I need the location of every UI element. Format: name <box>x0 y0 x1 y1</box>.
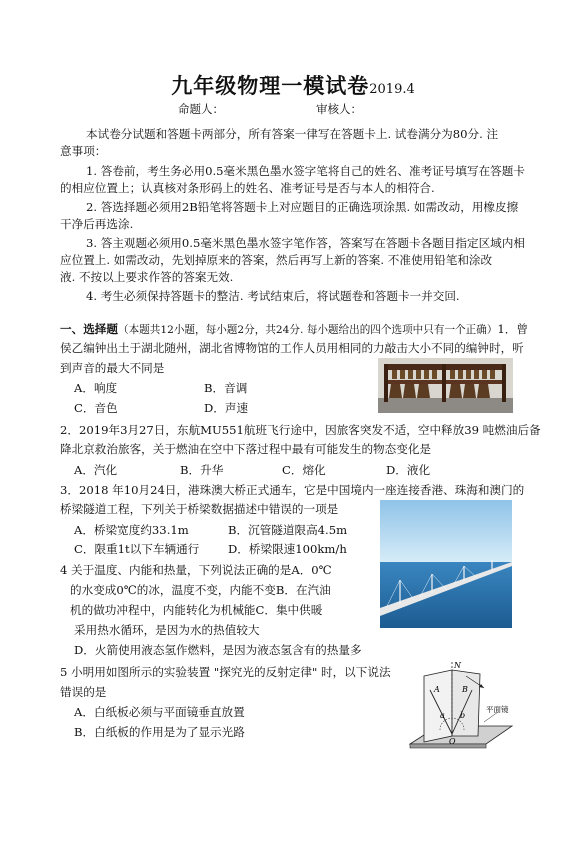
note-2-line-1: 2. 答选择题必须用2B铅笔将答题卡上对应题目的正确选项涂黑. 如需改动，用橡皮擦 <box>86 200 519 214</box>
section-1-label: 一、选择题 <box>60 322 118 336</box>
q1-option-d: D．声速 <box>204 401 249 415</box>
bianzhong-bells-image <box>378 358 513 413</box>
note-3-line-3: 液. 不按以上要求作答的答案无效. <box>60 270 234 284</box>
intro-line-2: 意事项： <box>60 144 107 158</box>
bridge-image <box>380 500 512 628</box>
q1-option-b: B．音调 <box>204 381 248 395</box>
q3-option-a: A．桥梁宽度约33.1m <box>74 523 189 537</box>
q1-line-2: 侯乙编钟出土于湖北随州，湖北省博物馆的工作人员用相同的力敲击大小不同的编钟时，听 <box>60 341 524 355</box>
q4-line-1: 4 关于温度、内能和热量，下列说法正确的是A．0℃ <box>60 563 332 577</box>
q4-line-2: 的水变成0℃的冰，温度不变，内能不变B．在汽油 <box>70 583 331 597</box>
fig-label-lower-a: a <box>440 711 445 720</box>
q3-option-b: B．沉管隧道限高4.5m <box>228 523 348 537</box>
q4-line-4: 采用热水循环，是因为水的热值较大 <box>74 623 260 637</box>
q3-line-2: 桥梁隧道工程，下列关于桥梁数据描述中错误的一项是 <box>60 502 339 516</box>
q4-line-3: 机的做功冲程中，内能转化为机械能C．集中供暖 <box>70 603 323 617</box>
reviewer-label: 审核人： <box>316 102 362 116</box>
q3-line-1: 3．2018 年10月24日，港珠澳大桥正式通车，它是中国境内一座连接香港、珠海和澳门的 <box>60 483 525 497</box>
q2-line-1: 2．2019年3月27日，东航MU551航班飞行途中，因旅客突发不适，空中释放39 吨燃油后备 <box>60 423 541 437</box>
fig-label-lower-b: b <box>460 711 466 720</box>
section-1-header <box>60 321 528 338</box>
page-title <box>0 70 586 100</box>
reflection-experiment-figure <box>400 656 514 754</box>
note-1-line-1: 1. 答卷前，考生务必用0.5毫米黑色墨水签字笔将自己的姓名、准考证号填写在答题卡 <box>86 164 525 178</box>
fig-label-mirror: 平面镜 <box>486 705 509 714</box>
intro-line-1: 本试卷分试题和答题卡两部分，所有答案一律写在答题卡上. 试卷满分为80分. 注 <box>86 127 499 141</box>
q5-option-a: A．白纸板必须与平面镜垂直放置 <box>74 705 245 719</box>
q5-line-2: 错误的是 <box>60 685 107 699</box>
exam-date: 2019.4 <box>369 82 415 97</box>
fig-label-upper-a: A <box>434 685 440 694</box>
exam-title: 九年级物理一模试卷 <box>171 73 370 98</box>
fig-label-upper-b: B <box>462 685 468 694</box>
q2-line-2: 降北京救治旅客，关于燃油在空中下落过程中最有可能发生的物态变化是 <box>60 442 432 456</box>
q3-option-c: C．限重1t以下车辆通行 <box>74 542 200 556</box>
fig-label-n: N <box>454 661 461 670</box>
q2-option-d: D．液化 <box>386 463 431 477</box>
q5-option-b: B．白纸板的作用是为了显示光路 <box>74 725 245 739</box>
q5-line-1: 5 小明用如图所示的实验装置 "探究光的反射定律" 时，以下说法 <box>60 665 391 679</box>
q1-start: 1．曾 <box>497 322 528 336</box>
note-4: 4. 考生必须保持答题卡的整洁. 考试结束后，将试题卷和答题卡一并交回. <box>86 289 460 303</box>
q1-option-c: C．音色 <box>74 401 118 415</box>
q2-option-b: B．升华 <box>180 463 224 477</box>
q4-option-d: D．火箭使用液态氢作燃料，是因为液态氢含有的热量多 <box>74 643 362 657</box>
q2-option-c: C．熔化 <box>282 463 326 477</box>
q1-line-3: 到声音的最大不同是 <box>60 361 165 375</box>
note-3-line-1: 3. 答主观题必须用0.5毫米黑色墨水签字笔作答，答案写在答题卡各题目指定区域内相 <box>86 236 525 250</box>
note-2-line-2: 干净后再选涂. <box>60 217 134 231</box>
note-3-line-2: 应位置上. 如需改动，先划掉原来的答案，然后再写上新的答案. 不准使用铅笔和涂改 <box>60 253 493 267</box>
q3-option-d: D．桥梁限速100km/h <box>228 542 347 556</box>
author-label: 命题人： <box>178 102 224 116</box>
section-1-desc: （本题共12小题，每小题2分，共24分. 每小题给出的四个选项中只有一个正确） <box>117 324 498 336</box>
q2-option-a: A．汽化 <box>74 463 118 477</box>
q1-option-a: A．响度 <box>74 381 118 395</box>
fig-label-o: O <box>449 737 456 746</box>
note-1-line-2: 的相应位置上；认真核对条形码上的姓名、准考证号是否与本人的相符合. <box>60 181 435 195</box>
